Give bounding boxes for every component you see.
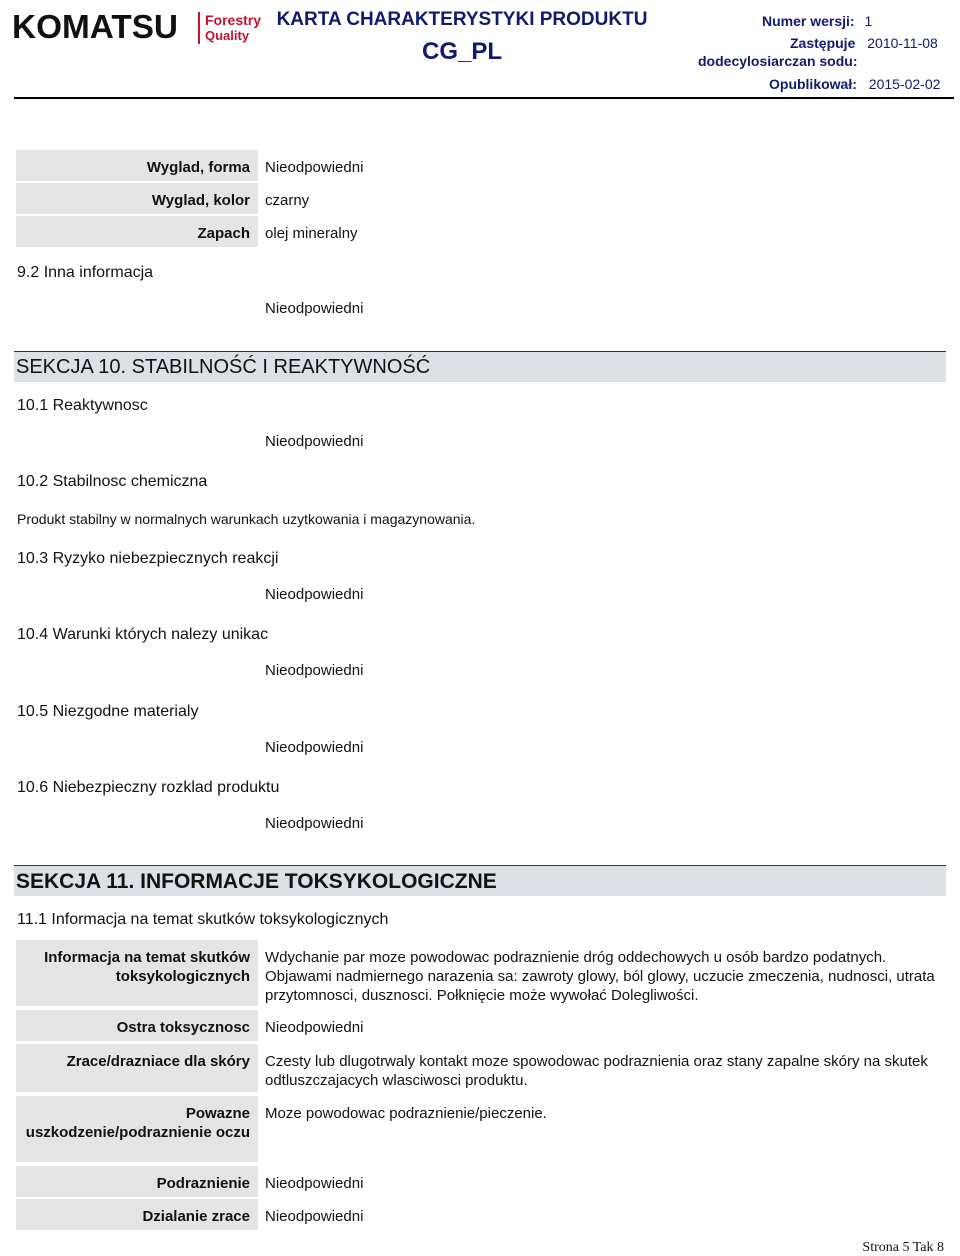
forestry-logo-line1: Forestry [205,12,262,28]
heading-10-4: 10.4 Warunki których nalezy unikac [17,626,269,643]
table-row [16,150,946,183]
version-row [762,13,872,29]
row-value: Nieodpowiedni [265,1208,364,1225]
row-label: Ostra toksycznosc [16,1010,258,1041]
heading-10-2: 10.2 Stabilnosc chemiczna [17,473,208,490]
heading-10-1: 10.1 Reaktywnosc [17,397,148,414]
row-value: Czesty lub dlugotrwaly kontakt moze spowodowac podraznienia oraz stany zapalne skóry na skutek odtluszczajacych wlasciwosci produktu. [265,1053,928,1089]
section-10-header [14,351,946,382]
row-value: Wdychanie par moze powodowac podraznienie dróg oddechowych u osób bardzo podatnych. Objawami nadmiernego narazenia sa: zawroty glowy, ból glowy, uczucie zmeczenia, nudnosci, utrata przytomnosci, dusznosci. Połknięcie może wywołać Dolegliwości. [265,949,935,1004]
row-value: Nieodpowiedni [265,1175,364,1192]
row-label: Zapach [16,216,258,247]
komatsu-logo [12,8,180,44]
document-title: KARTA CHARAKTERYSTYKI PRODUKTU [276,9,648,30]
published-row [769,76,940,92]
value-10-1: Nieodpowiedni [265,433,364,450]
value-9-2: Nieodpowiedni [265,300,364,317]
value-10-5: Nieodpowiedni [265,739,364,756]
published-label: Opublikował: [769,76,857,92]
replaces-label: Zastępuje [790,35,856,51]
heading-11-1: 11.1 Informacja na temat skutków toksykologicznych [17,911,389,928]
row-label: Zrace/drazniace dla skóry [16,1044,258,1092]
document-header [0,0,960,100]
forestry-logo-line2: Quality [205,28,250,43]
row-label: Wyglad, kolor [16,183,258,214]
text-10-2: Produkt stabilny w normalnych warunkach uzytkowania i magazynowania. [17,511,476,527]
substance-row [698,53,857,69]
row-value: Nieodpowiedni [265,1019,364,1036]
table-row [16,183,946,216]
row-value: olej mineralny [265,225,358,242]
row-value: Moze powodowac podraznienie/pieczenie. [265,1105,547,1122]
komatsu-logo-text: KOMATSU [12,8,178,44]
published-value: 2015-02-02 [868,76,941,92]
table-row [16,940,946,1008]
table-row [16,216,946,249]
table-row [16,1166,946,1199]
substance-label: dodecylosiarczan sodu: [698,53,858,69]
row-label: Podraznienie [16,1166,258,1197]
section-11-header [14,865,946,896]
table-row [16,1010,946,1043]
value-10-4: Nieodpowiedni [265,662,364,679]
row-label: Dzialanie zrace [16,1199,258,1230]
version-value: 1 [864,13,873,29]
heading-9-2: 9.2 Inna informacja [17,264,154,281]
section-10-title: SEKCJA 10. STABILNOŚĆ I REAKTYWNOŚĆ [16,356,431,378]
table-row [16,1044,946,1094]
section-11-title: SEKCJA 11. INFORMACJE TOKSYKOLOGICZNE [16,870,497,893]
page-number: Strona 5 Tak 8 [862,1240,944,1255]
row-value: czarny [265,192,310,209]
header-divider [14,97,954,99]
row-label: Powazne uszkodzenie/podraznienie oczu [16,1096,258,1162]
row-value: Nieodpowiedni [265,159,364,176]
table-row [16,1199,946,1232]
heading-10-3: 10.3 Ryzyko niebezpiecznych reakcji [17,550,279,567]
table-row [16,1096,946,1164]
value-10-3: Nieodpowiedni [265,586,364,603]
replaces-row [790,35,938,51]
heading-10-6: 10.6 Niebezpieczny rozklad produktu [17,779,280,796]
value-10-6: Nieodpowiedni [265,815,364,832]
row-label: Wyglad, forma [16,150,258,181]
forestry-quality-logo [198,12,268,46]
document-code: CG_PL [421,38,502,65]
version-label: Numer wersji: [762,13,855,29]
heading-10-5: 10.5 Niezgodne materialy [17,703,199,720]
row-label: Informacja na temat skutków toksykologicznych [16,940,258,1006]
replaces-value: 2010-11-08 [867,35,938,51]
